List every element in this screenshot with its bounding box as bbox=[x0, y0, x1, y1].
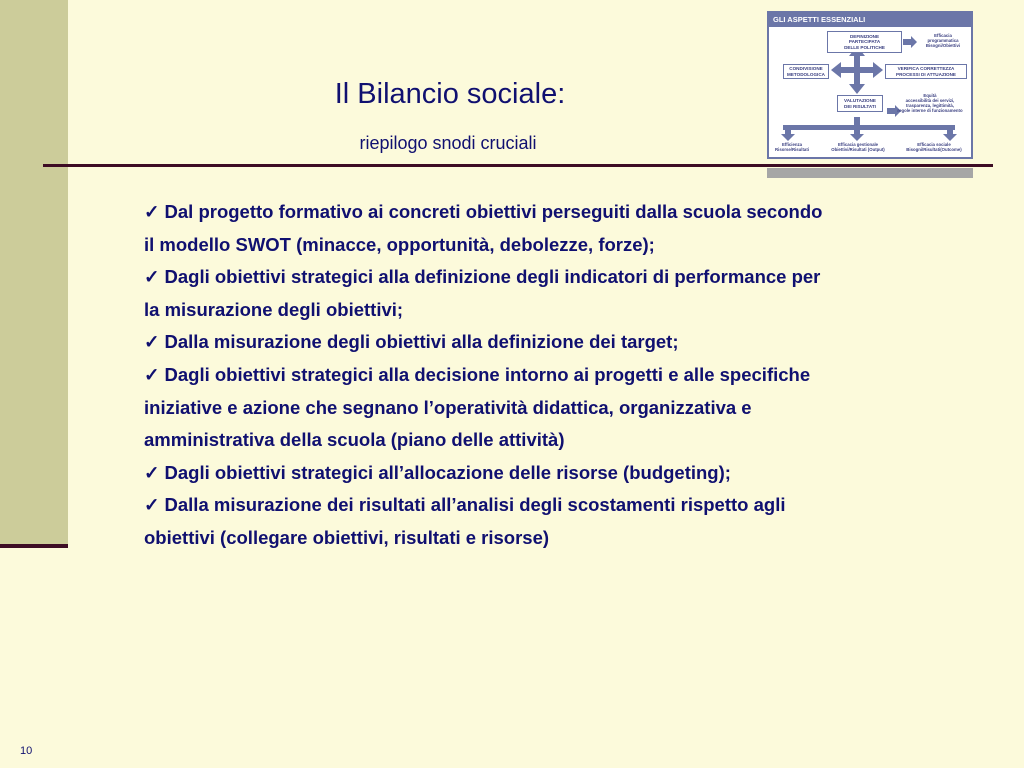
list-item bbox=[144, 196, 824, 261]
slide-title: Il Bilancio sociale: bbox=[334, 78, 566, 110]
list-item-text: Dagli obiettivi strategici alla definizione degli indicatori di performance per la misurazione degli obiettivi; bbox=[144, 266, 821, 320]
essential-aspects-diagram bbox=[767, 11, 973, 159]
slide-subtitle: riepilogo snodi cruciali bbox=[359, 133, 537, 153]
check-icon: ✓ bbox=[144, 201, 160, 222]
list-item-text: Dalla misurazione degli obiettivi alla definizione dei target; bbox=[164, 331, 679, 353]
check-icon: ✓ bbox=[144, 494, 160, 516]
list-item bbox=[144, 261, 824, 326]
check-icon: ✓ bbox=[144, 461, 160, 483]
header-divider bbox=[43, 164, 993, 167]
list-item-text: Dagli obiettivi strategici all’allocazione delle risorse (budgeting); bbox=[164, 461, 731, 483]
list-item bbox=[144, 359, 824, 457]
diagram-header: GLI ASPETTI ESSENZIALI bbox=[769, 13, 971, 27]
note-efficacia-sociale: Efficacia sociale Bisogni/Risultati(Outcome) bbox=[906, 142, 962, 152]
box-definizione: DEFINIZIONE PARTECIPATA DELLE POLITICHE bbox=[827, 31, 902, 53]
check-icon: ✓ bbox=[144, 266, 160, 288]
down-arrow-icon bbox=[781, 130, 795, 141]
box-verifica: VERIFICA CORRETTEZZA PROCESSI DI ATTUAZIONE bbox=[885, 64, 967, 79]
list-item bbox=[144, 489, 824, 554]
diagram-caption-bar bbox=[767, 168, 973, 178]
down-arrow-icon bbox=[943, 130, 957, 141]
note-efficienza: Efficienza Risorse/Risultati bbox=[775, 142, 809, 152]
list-item bbox=[144, 326, 824, 359]
list-item bbox=[144, 457, 824, 490]
check-icon: ✓ bbox=[144, 331, 160, 353]
note-efficacia-gestionale: Efficacia gestionale Obiettivi/Risultati (Output) bbox=[831, 142, 885, 152]
left-decor-band bbox=[0, 0, 68, 546]
list-item-text: Dalla misurazione dei risultati all’analisi degli scostamenti rispetto agli obiettivi (collegare obiettivi, risultati e risorse) bbox=[144, 494, 786, 548]
page-number: 10 bbox=[20, 745, 33, 757]
note-efficacia-programmatica: Efficacia programmatica Bisogni/Obiettivi bbox=[925, 33, 961, 48]
note-equita: Equità accessibilità dei servizi, trasparenza, legittimità, regole interne di funzionamento bbox=[897, 93, 963, 113]
list-item-text: Dal progetto formativo ai concreti obiettivi perseguiti dalla scuola secondo il modello SWOT (minacce, opportunità, debolezze, forze); bbox=[144, 201, 823, 255]
check-icon: ✓ bbox=[144, 363, 160, 385]
box-valutazione: VALUTAZIONE DEI RISULTATI bbox=[837, 95, 883, 112]
left-band-divider bbox=[0, 544, 68, 548]
box-condivisione: CONDIVISIONE METODOLOGICA bbox=[783, 64, 829, 79]
list-item-text: Dagli obiettivi strategici alla decisione intorno ai progetti e alle specifiche iniziative e azione che segnano l’operatività didattica, organizzativa e amministrativa della scuola (piano delle attività) bbox=[144, 363, 811, 451]
bullet-list bbox=[144, 196, 824, 555]
cross-arrow-icon bbox=[831, 46, 883, 94]
down-arrow-icon bbox=[850, 130, 864, 141]
